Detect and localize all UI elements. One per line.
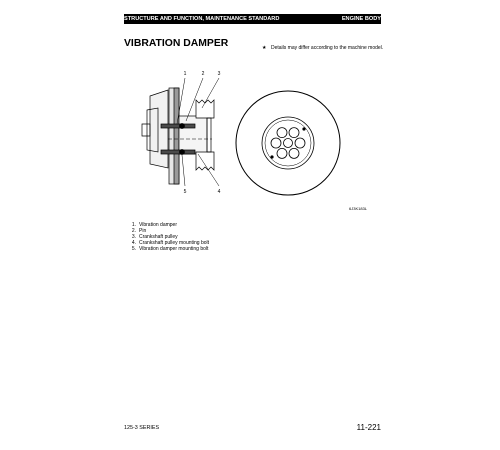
front-view <box>236 91 340 195</box>
header-chapter-title: ENGINE BODY <box>341 16 381 22</box>
figure-code: 6J3K183L <box>349 206 368 211</box>
part-number: 5. <box>131 246 136 252</box>
callout-2: 2 <box>201 71 205 77</box>
header-section-title: STRUCTURE AND FUNCTION, MAINTENANCE STANDARD <box>124 16 280 22</box>
callout-4: 4 <box>217 189 221 195</box>
part-number: 1. <box>131 222 136 228</box>
part-number: 2. <box>131 228 136 234</box>
footer-series: 125-3 SERIES <box>124 425 160 431</box>
part-label: Crankshaft pulley mounting bolt <box>139 240 210 246</box>
note-text: Details may differ according to the machine model. <box>271 45 384 51</box>
callout-1: 1 <box>183 71 187 77</box>
part-number: 4. <box>131 240 136 246</box>
list-item <box>128 246 209 252</box>
star-icon: ★ <box>262 45 267 51</box>
callout-3: 3 <box>217 71 221 77</box>
part-label: Vibration damper <box>139 222 177 228</box>
part-label: Crankshaft pulley <box>139 234 178 240</box>
callout-5: 5 <box>183 189 187 195</box>
part-label: Vibration damper mounting bolt <box>139 246 209 252</box>
side-section-view <box>142 78 219 186</box>
header-bar <box>124 14 381 24</box>
page-title: VIBRATION DAMPER <box>124 38 229 49</box>
part-label: Pin <box>139 228 147 234</box>
part-number: 3. <box>131 234 136 240</box>
parts-list <box>128 222 209 252</box>
page-number: 11-221 <box>356 423 381 432</box>
vibration-damper-diagram <box>124 58 364 208</box>
